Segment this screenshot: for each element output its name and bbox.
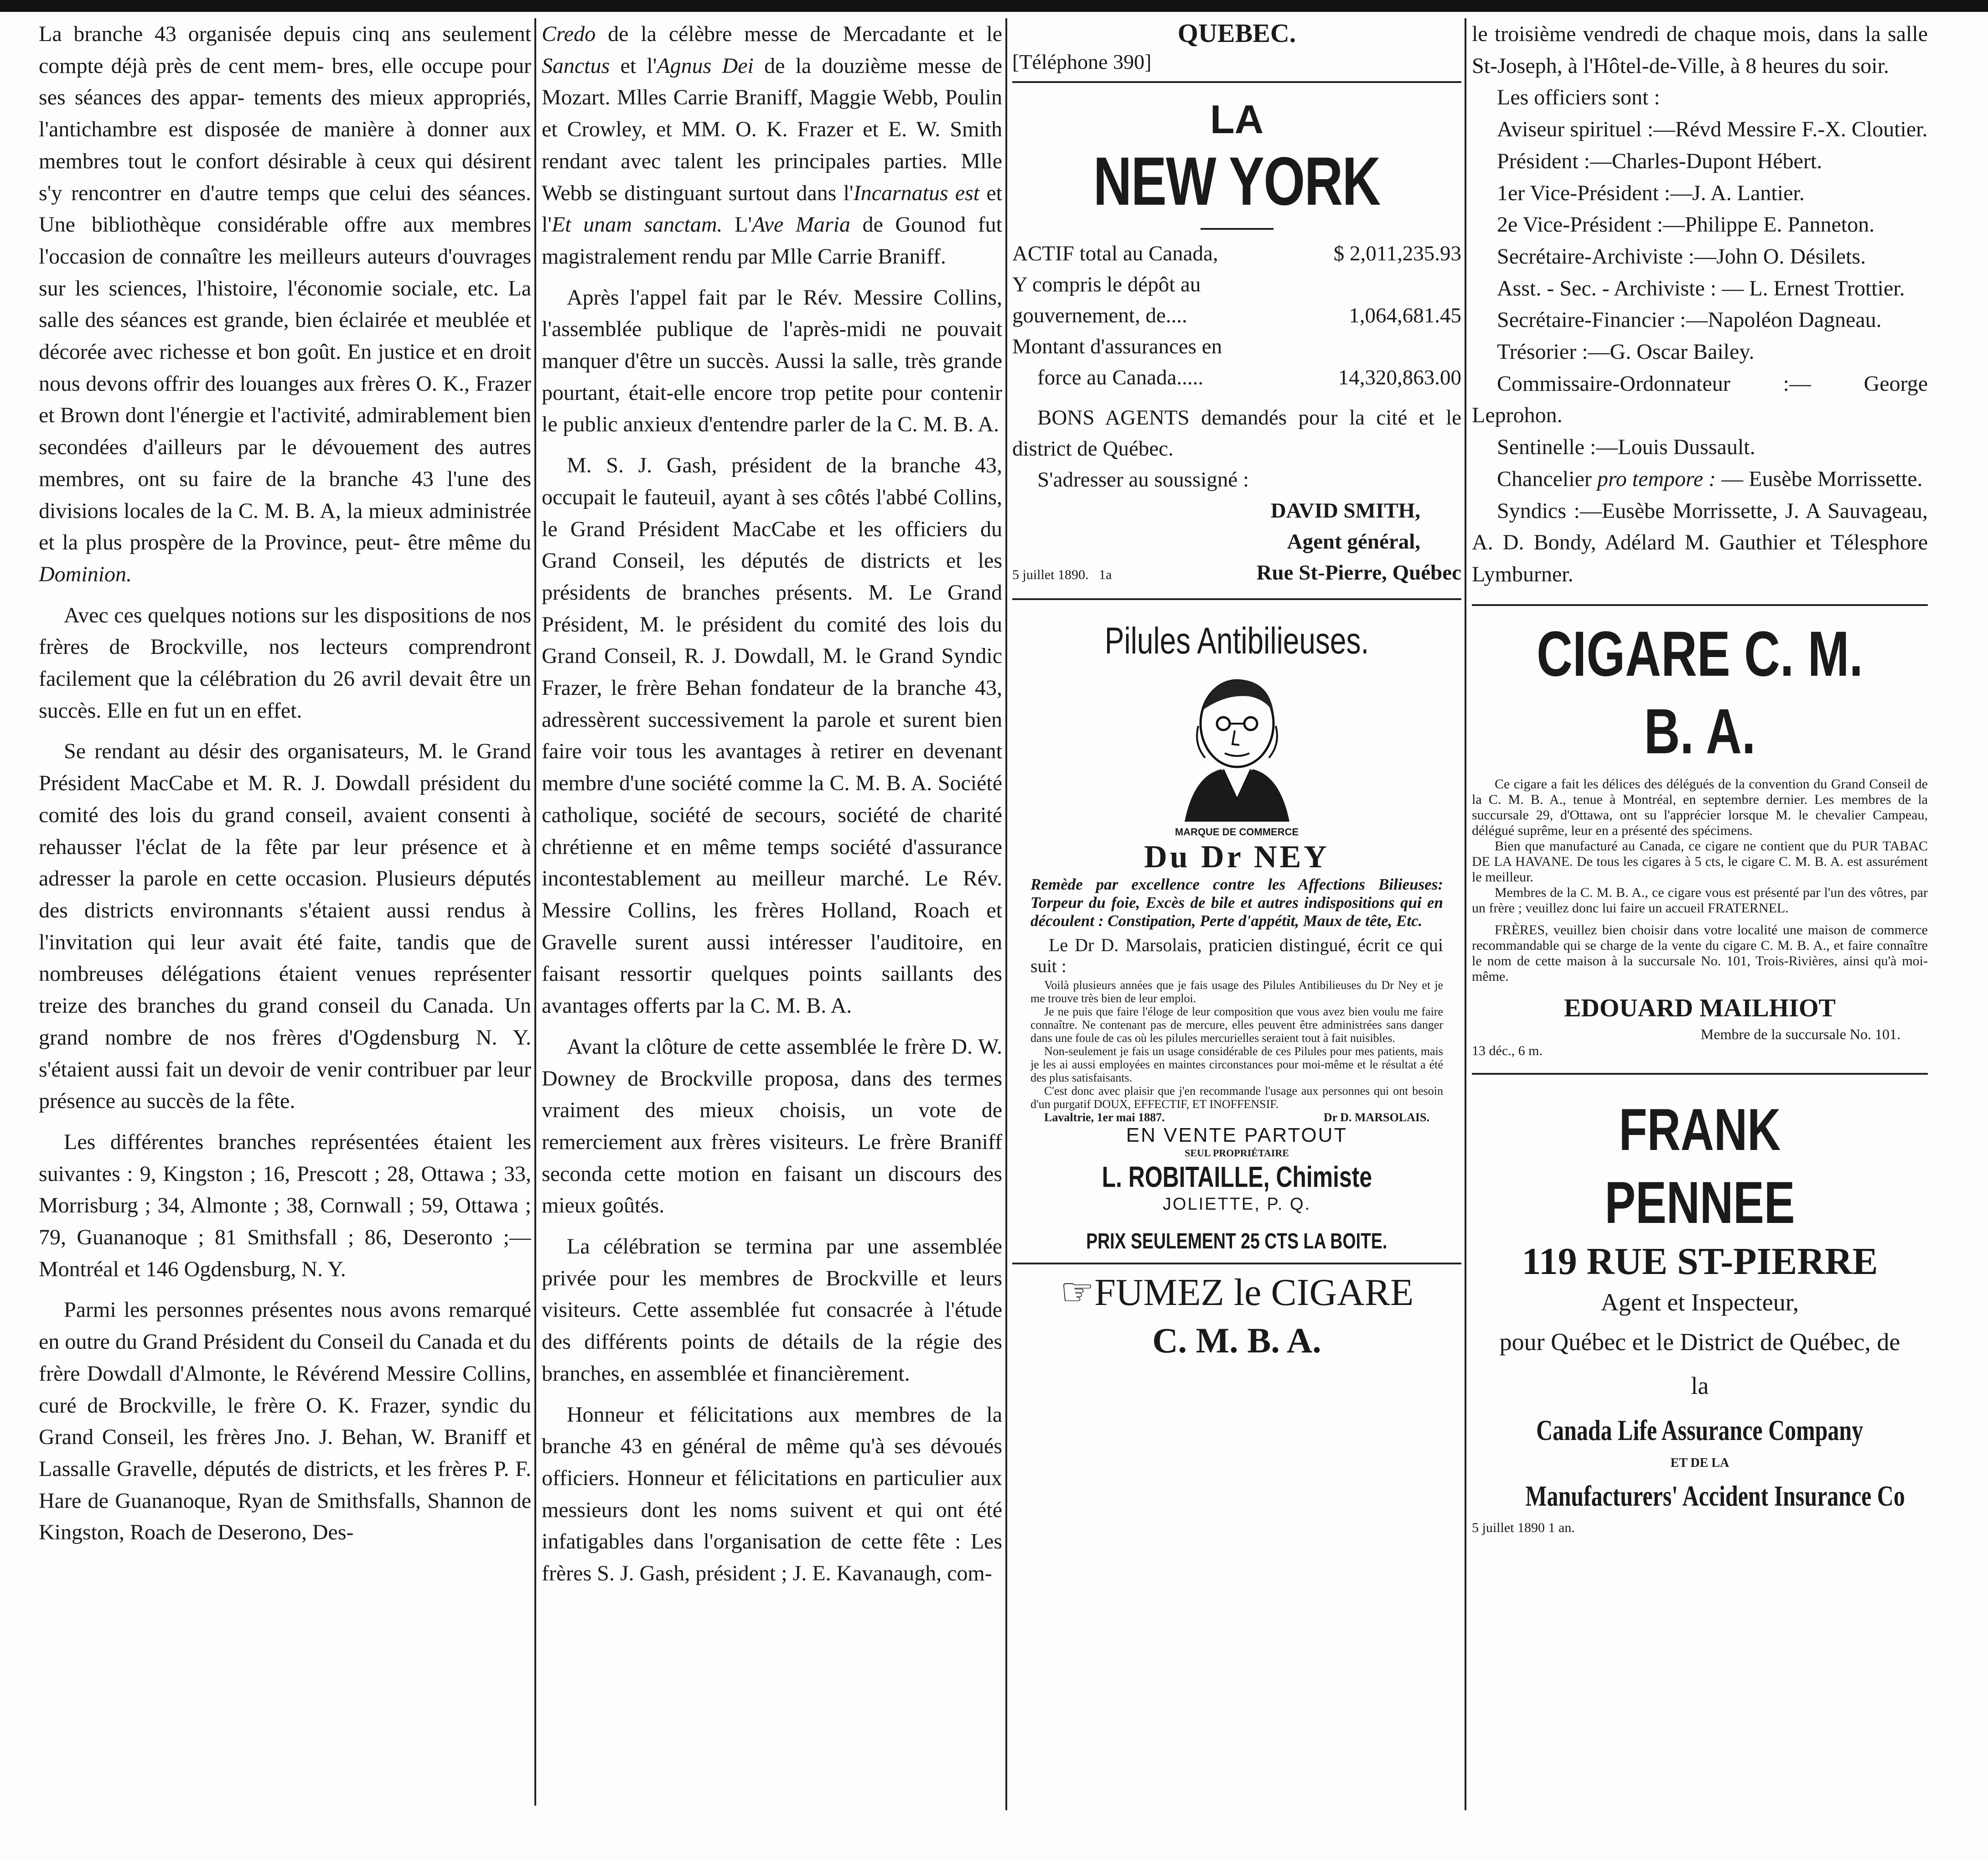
text-run: L'	[735, 212, 752, 237]
divider	[1012, 598, 1461, 600]
text-line: La salle des séances est grande, bien éclairée et meublée et décorée avec richesse et	[39, 276, 531, 364]
text-line: tements des mieux appropriés, l'antichambre est disposée de manière à donner aux	[39, 85, 531, 142]
price-line: PRIX SEULEMENT 25 CTS LA BOITE.	[1086, 1229, 1387, 1253]
ad-title-wrap	[1012, 142, 1461, 220]
page-top-border	[0, 0, 1988, 12]
company-wrap	[1472, 1473, 1928, 1519]
ad-date: 5 juillet 1890 1 an.	[1472, 1520, 1575, 1535]
column-rule	[534, 18, 536, 1806]
ad-date: 13 déc., 6 m.	[1472, 1043, 1543, 1058]
signature-place: Lavaltrie, 1er mai 1887.	[1044, 1111, 1165, 1124]
ad-date-wrap	[1012, 567, 1112, 588]
company-name: Manufacturers' Accident Insurance Co	[1525, 1479, 1905, 1512]
officer-line: 2e Vice-Président :—Philippe E. Panneton.	[1497, 212, 1875, 237]
trademark-label: MARQUE DE COMMERCE	[1175, 826, 1299, 838]
officer-line: Syndics :—Eusèbe Morrissette, J. A Sauvageau, A. D. Bondy, Adélard M. Gauthier et Télesphore Lymburner.	[1472, 498, 1928, 586]
officer-line: Commissaire-Ordonnateur :— George Leprohon.	[1472, 371, 1928, 428]
italic-word: Ave Maria	[752, 212, 850, 237]
ad-region: pour Québec et le District de Québec, de la	[1499, 1328, 1900, 1399]
testimony-paragraph: Je ne puis que faire l'éloge de leur composition que vous avez bien voulu me faire connaître. Ne contenant pas de mercure, elles peuvent être administrées sans danger dans une foule de cas où les pilules mercurielles seraient tout à fait nuisibles.	[1030, 1005, 1443, 1045]
article-column-1	[39, 18, 531, 1824]
officer-line: Secrétaire-Archiviste :—John O. Désilets.	[1497, 244, 1866, 269]
ad-address: 119 RUE ST-PIERRE	[1522, 1240, 1878, 1283]
text-run: de Gounod fut magistralement rendu par Mlle Carrie Braniff.	[542, 212, 1002, 269]
text-run: et l'	[620, 53, 657, 78]
signature-row	[1030, 1111, 1443, 1124]
article-text	[542, 18, 1002, 1590]
paragraph	[542, 18, 1002, 273]
new-york-ad	[1012, 18, 1461, 600]
italic-word: Incarnatus est	[853, 181, 980, 205]
ad-title: FRANK PENNEE	[1605, 1096, 1795, 1236]
paragraph: Avant la clôture de cette assemblée le frère D. W. Downey de Brockville proposa, dans des termes vraiment des mieux choisis, un vote de remerciement aux frères visiteurs. Le frère Braniff seconda cette motion en faisant un discours des mieux goûtés.	[542, 1034, 1002, 1218]
text-line: le dévouement des autres membres, ont su	[39, 435, 531, 491]
price-wrap	[1012, 1228, 1461, 1255]
ad-code: 1a	[1099, 567, 1112, 582]
proprietor-name: L. ROBITAILLE, Chimiste	[1102, 1160, 1372, 1193]
agent-address: Rue St-Pierre, Québec	[1256, 561, 1461, 585]
text-run: — Eusèbe Morrissette.	[1721, 466, 1923, 491]
officer-line: Asst. - Sec. - Archiviste : — L. Ernest Trottier.	[1497, 276, 1905, 300]
article-text	[39, 18, 531, 1548]
text-line: que celui des séances. Une bibliothèque considérable offre aux membres l'occasion de connaître les meilleurs auteurs d'ouvrages sur les	[39, 181, 531, 300]
label: Montant d'assurances en	[1012, 335, 1222, 358]
ad-role: Agent et Inspecteur,	[1600, 1288, 1799, 1316]
proprietor-wrap	[1012, 1160, 1461, 1194]
ad-date: 5 juillet 1890.	[1012, 567, 1089, 582]
italic-word: Sanctus	[542, 53, 610, 78]
text-line: bon goût. En justice et en droit nous	[39, 340, 531, 396]
text-line: membres tout le confort désirable à ceux	[39, 149, 416, 173]
officer-line: Secrétaire-Financier :—Napoléon Dagneau.	[1497, 308, 1882, 332]
paragraph: Après l'appel fait par le Rév. Messire Collins, l'assemblée publique de l'après-midi ne pouvait manquer d'être un succès. Aussi la salle, très grande pourtant, était-elle encore trop petite pour contenir le public anxieux d'entendre parler de la C. M. B. A.	[542, 285, 1002, 437]
company-wrap	[1472, 1408, 1928, 1453]
label: force au Canada.....	[1037, 366, 1204, 389]
text-line: La branche 43 organisée depuis cinq ans	[39, 22, 431, 46]
company-name: Canada Life Assurance Company	[1536, 1414, 1864, 1446]
sale-line: EN VENTE PARTOUT	[1126, 1124, 1348, 1146]
proprietor-city: JOLIETTE, P. Q.	[1162, 1195, 1311, 1214]
ad-intro: Le Dr D. Marsolais, praticien distingué, écrit ce qui suit :	[1030, 935, 1443, 976]
ad-description: Remède par excellence contre les Affections Bilieuses: Torpeur du foie, Excès de bile et autres indispositions qui en découlent : Constipation, Perte d'appétit, Maux de tête, Etc.	[1030, 875, 1443, 930]
ad-title-wrap	[1472, 615, 1928, 770]
ad-title: CIGARE C. M. B. A.	[1537, 617, 1863, 767]
paragraph: BONS AGENTS demandés pour la cité et le district de Québec.	[1012, 406, 1461, 461]
paragraph: FRÈRES, veuillez bien choisir dans votre localité une maison de commerce recommandable qui se charge de la vente du cigare C. M. B. A., et faire connaître le nom de cette maison à la succursale No. 101, Trois-Rivières, ainsi qu'à moi-même.	[1472, 922, 1928, 984]
divider	[1012, 81, 1461, 83]
paragraph: Avec ces quelques notions sur les dispositions de nos frères de Brockville, nos lecteurs comprendront facilement que la célébration du 26 avril devait être un succès. Elle en fut un en effet.	[39, 603, 531, 723]
text-run: de la célèbre messe de Mercadante et le	[608, 22, 1002, 46]
actif-row	[1012, 238, 1461, 269]
testimony-paragraph: Non-seulement je fais un usage considérable de ces Pilules pour mes patients, mais je les ai aussi employées en maintes circonstances pour moi-même et le résultat a été des plus satisfaisants.	[1030, 1045, 1443, 1084]
ad-title-wrap	[1472, 1093, 1928, 1239]
text-line: seulement compte déjà près de cent mem-	[39, 22, 531, 78]
cigare-body	[1472, 777, 1928, 984]
testimony	[1012, 979, 1461, 1124]
dr-ney-portrait-icon	[1166, 671, 1308, 822]
testimony-paragraph: Voilà plusieurs années que je fais usage des Pilules Antibilieuses du Dr Ney et je me trouve très bien de leur emploi.	[1030, 979, 1443, 1005]
italic-word: Dominion.	[39, 562, 132, 586]
officer-line: Aviseur spirituel :—Révd Messire F.-X. Cloutier.	[1497, 117, 1928, 142]
cigare-ad	[1472, 615, 1928, 1075]
paragraph: Parmi les personnes présentes nous avons remarqué en outre du Grand Président du Conseil du Canada et du frère Dowdall d'Almonte, le Révérend Messire Collins, curé de Brockville, le frère O. K. Frazer, syndic du Grand Conseil, les frères Jno. J. Behan, W. Braniff et Lassalle Gravelle, députés de districts, et les frères P. F. Hare de Guananoque, Ryan de Smithsfalls, Shannon de Kingston, Roach de Deserono, Des-	[39, 1298, 531, 1545]
ads-column-4	[1472, 18, 1928, 1806]
text-run: de la douzième messe de Mozart. Mlles Carrie Braniff, Maggie Webb, Poulin et Crowley, et MM. O. K. Frazer et E. W. Smith rendant avec talent les principales parties. Mlle Webb se distinguant surtout dans l'	[542, 53, 1002, 205]
officer-line: Sentinelle :—Louis Dussault.	[1497, 435, 1755, 460]
text-line: qui désirent s'y rencontrer en d'autre temps	[39, 149, 531, 205]
fumez-line	[1012, 1270, 1461, 1315]
italic-word: Credo	[542, 22, 596, 46]
divider	[1472, 604, 1928, 606]
paragraph: Ce cigare a fait les délices des délégués de la convention du Grand Conseil de la C. M. B. A., tenue à Montréal, en septembre dernier. Les membres de la succursale 29, d'Ottawa, ont su l'apprécier lorsque M. le chevalier Campeau, délégué suprême, leur en a présenté des spécimens.	[1472, 776, 1928, 838]
paragraph: S'adresser au soussigné :	[1037, 468, 1249, 492]
value: $ 2,011,235.93	[1333, 242, 1461, 265]
fumez-ad	[1012, 1270, 1461, 1366]
pointing-hand-icon: ☞	[1060, 1271, 1095, 1314]
officer-line	[1472, 463, 1928, 495]
text-line: devons offrir des louanges aux frères O. K.,	[86, 371, 470, 396]
officer-line: Président :—Charles-Dupont Hébert.	[1497, 149, 1822, 173]
proprietor-label: SEUL PROPRIÉTAIRE	[1185, 1147, 1289, 1159]
pilules-ad	[1012, 618, 1461, 1264]
text-line: être même du	[408, 530, 531, 555]
text-run: Chancelier	[1497, 466, 1592, 491]
depot-row	[1012, 300, 1461, 331]
text-run: et l'	[542, 181, 1002, 237]
divider	[1201, 228, 1274, 230]
value: 14,320,863.00	[1338, 366, 1461, 389]
italic-word: Agnus Dei	[657, 53, 754, 78]
ad-title: Pilules Antibilieuses.	[1104, 620, 1369, 662]
text-line: admirablement bien secondées d'ailleurs par	[39, 403, 531, 460]
paragraph: La célébration se termina par une assemblée privée pour les membres de Brockville et leurs visiteurs. Cette assemblée fut consacrée à l'étude des différents points de détails de la régie des branches, en assemblée et financièrement.	[542, 1234, 1002, 1386]
paragraph: Se rendant au désir des organisateurs, M. le Grand Président MacCabe et M. R. J. Dowdall président du comité des lois du grand conseil, avaient consenti à rehausser l'éclat de la fête par leur présence et à adresser la parole en cette occasion. Plusieurs députés des districts environnants s'étaient aussi rendus à l'invitation qui leur avait été faite, tandis que de nombreuses délégations étaient venues représenter treize des branches du grand conseil du Canada. Un grand nombre de nos frères d'Ogdensburg N. Y. s'étaient aussi fait un devoir de venir contribuer par leur présence au succès de la fête.	[39, 739, 531, 1113]
divider	[1472, 1073, 1928, 1075]
signature-name: Dr D. MARSOLAIS.	[1323, 1111, 1429, 1124]
italic-word: Et unam sanctam.	[551, 212, 723, 237]
officers-heading: Les officiers sont :	[1497, 85, 1660, 110]
signature-title: Membre de la succursale No. 101.	[1700, 1025, 1900, 1042]
signature-name: EDOUARD MAILHIOT	[1564, 994, 1836, 1022]
text-line: faire de la branche 43 l'une des divisions	[39, 466, 531, 523]
label: ACTIF total au Canada,	[1012, 242, 1218, 265]
ads-column-3	[1012, 18, 1461, 1815]
ad-subtitle: C. M. B. A.	[1152, 1320, 1321, 1360]
text-line: locales de la C. M. B. A, la mieux administrée et la plus prospère de la Province, peut-	[39, 498, 531, 555]
text-line: sciences, l'histoire, l'économie sociale, etc.	[109, 276, 499, 300]
pennee-ad	[1472, 1093, 1928, 1537]
value: 1,064,681.45	[1349, 304, 1461, 327]
ad-title: FUMEZ le CIGARE	[1094, 1271, 1414, 1314]
paragraph: Bien que manufacturé au Canada, ce cigare ne contient que du PUR TABAC DE LA HAVANE. De tous les cigares à 5 cts, le cigare C. M. B. A. est assurément le meilleur.	[1472, 838, 1928, 885]
paragraph: Honneur et félicitations aux membres de la branche 43 en général de même qu'à ses dévoués officiers. Honneur et félicitations en particulier aux messieurs dont les noms suivent et qui ont été infatigables dans l'organisation de cette fête : Les frères S. J. Gash, président ; J. E. Kavanaugh, com-	[542, 1402, 1002, 1586]
officer-line: Trésorier :—G. Oscar Bailey.	[1497, 340, 1755, 364]
article-column-2	[542, 18, 1002, 1797]
text-line: bres, elle occupe pour ses séances des appar-	[39, 53, 531, 110]
address-row	[1012, 557, 1461, 588]
officers-text	[1472, 18, 1928, 590]
label: gouvernement, de....	[1012, 304, 1187, 327]
ad-la: LA	[1210, 97, 1264, 142]
ad-title: NEW YORK	[1093, 143, 1380, 219]
ad-title-wrap	[1012, 618, 1461, 664]
officer-line: 1er Vice-Président :—J. A. Lantier.	[1497, 181, 1805, 205]
paragraph: M. S. J. Gash, président de la branche 43, occupait le fauteuil, ayant à ses côtés l'abbé Collins, le Grand Président MacCabe et les officiers du Grand Conseil, les députés de districts et les présidents de branches présents. M. Le Grand Président, M. le président du comité des lois du Grand Conseil, R. J. Dowdall, M. le Grand Syndic Frazer, le frère Behan fondateur de la branche 43, adressèrent successivement la parole et surent bien faire voir tous les avantages à retirer en devenant membre d'une société comme la C. M. B. A. Société catholique, société de secours, société de charité chrétienne et en même temps société d'assurance incontestablement au meilleur marché. Le Rév. Messire Collins, les frères Holland, Roach et Gravelle surent aussi intéresser l'auditoire, en faisant ressortir quelques points saillants des avantages offerts par la C. M. B. A.	[542, 453, 1002, 1018]
ad-body	[1012, 238, 1461, 588]
connector: ET DE LA	[1670, 1455, 1729, 1470]
agent-title: Agent général,	[1287, 530, 1420, 554]
column-rule	[1005, 18, 1007, 1810]
paragraph: le troisième vendredi de chaque mois, dans la salle St-Joseph, à l'Hôtel-de-Ville, à 8 heures du soir.	[1472, 22, 1928, 78]
montant-row	[1012, 362, 1461, 393]
column-rule	[1465, 18, 1466, 1810]
label: Y compris le dépôt au	[1012, 273, 1201, 296]
text-line: Frazer et Brown dont l'énergie et l'activité,	[39, 371, 531, 428]
ad-heading: QUEBEC.	[1177, 18, 1296, 48]
agent-name: DAVID SMITH,	[1270, 499, 1420, 523]
italic-word: pro tempore :	[1597, 466, 1716, 491]
paragraph: Les différentes branches représentées étaient les suivantes : 9, Kingston ; 16, Prescott ; 28, Ottawa ; 33, Morrisburg ; 34, Almonte ; 38, Cornwall ; 59, Ottawa ; 79, Guananoque ; 81 Smithsfall ; 86, Deseronto ;—Montréal et 146 Ogdensburg, N. Y.	[39, 1129, 531, 1281]
paragraph: Membres de la C. M. B. A., ce cigare vous est présenté par l'un des vôtres, par un frère ; veuillez donc lui faire un accueil FRATERNEL.	[1472, 885, 1928, 916]
divider	[1012, 1263, 1461, 1264]
paragraph	[39, 18, 531, 590]
testimony-paragraph: C'est donc avec plaisir que j'en recommande l'usage aux personnes qui ont besoin d'un purgatif DOUX, EFFECTIF, ET INOFFENSIF.	[1030, 1084, 1443, 1111]
brand-name: Du Dr NEY	[1144, 839, 1330, 875]
telephone-line: [Téléphone 390]	[1012, 50, 1152, 73]
